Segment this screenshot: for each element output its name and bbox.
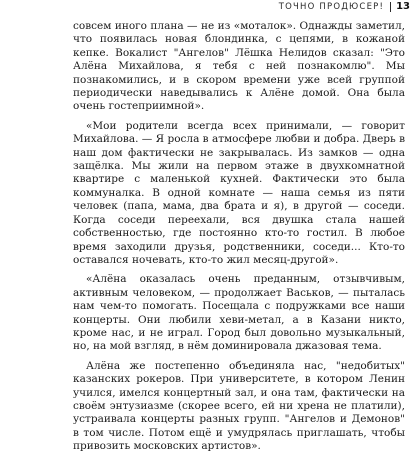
paragraph-4: Алёна же постепенно объединяла нас, "недобитых" казанских рокеров. При университете, в котором Ленин учился, имелся концертный зал, и она там, фактически на своём энтузиазме (скорее всего, ей ни хрена не платили), устраивала концерты разных групп. "Ангелов и Демонов" в том числе. Потом ещё и умудрялась приглашать, чтобы привозить московских артистов». <box>73 359 405 453</box>
paragraph-3: «Алёна оказалась очень преданным, отзывчивым, активным человеком, — продолжает Васьков, — пыталась нам чем-то помогать. Посещала с подружками все наши концерты. Они любили хеви-метал, а в Казани никто, кроме нас, и не играл. Город был довольно музыкальный, но, на мой взгляд, в нём доминировала джазовая тема. <box>73 273 405 353</box>
running-header <box>279 0 410 13</box>
page-number: 13 <box>396 1 410 12</box>
paragraph-1: совсем иного плана — не из «моталок». Однажды заметил, что появилась новая блондинка, с цепями, в кожаной кепке. Вокалист "Ангелов" Лёшка Нелидов сказал: "Это Алёна Михайлова, я тебя с ней познакомлю". Мы познакомились, и в скором времени уже всей группой периодически наведывались к Алёне домой. Она была очень гостеприимной». <box>73 20 405 113</box>
running-title: ТОЧНО ПРОДЮСЕР! <box>278 1 385 12</box>
body-text <box>73 20 405 454</box>
paragraph-2: «Мои родители всегда всех принимали, — говорит Михайлова. — Я росла в атмосфере любви и добра. Дверь в наш дом фактически не закрывалась. Из замков — одна защёлка. Мы жили на первом этаже в двухкомнатной квартире с маленькой кухней. Фактически это была коммуналка. В одной комнате — наша семья из пяти человек (папа, мама, два брата и я), в другой — соседи. Когда соседи переехали, вся двушка стала нашей собственностью, где постоянно кто-то гостил. В любое время заходили друзья, родственники, соседи... Кто-то оставался ночевать, кто-то жил месяц-другой». <box>73 119 405 266</box>
folio-divider <box>390 2 391 12</box>
